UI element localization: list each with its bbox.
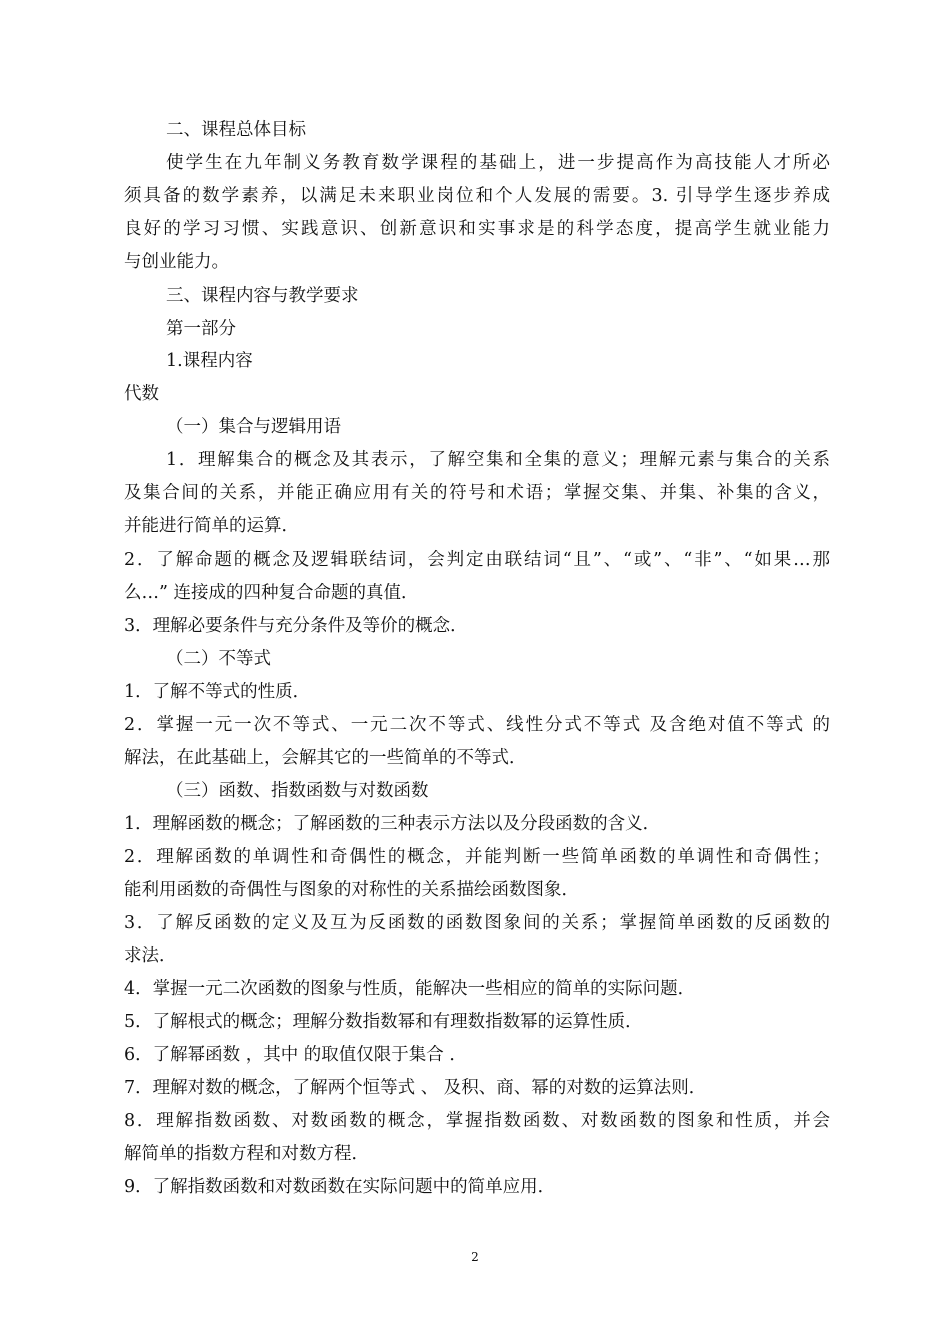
list-item: 7．理解对数的概念，了解两个恒等式 、 及积、商、幂的对数的运算法则．: [124, 1078, 707, 1098]
heading-sets-logic: （一）集合与逻辑用语: [166, 417, 341, 437]
paragraph-line: 须具备的数学素养，以满足未来职业岗位和个人发展的需要。3. 引导学生逐步养成: [124, 186, 830, 206]
list-item: 1．理解集合的概念及其表示，了解空集和全集的意义；理解元素与集合的关系: [166, 450, 830, 470]
paragraph-line: 与创业能力。: [124, 252, 229, 272]
heading-functions: （三）函数、指数函数与对数函数: [166, 781, 429, 801]
heading-content: 1.课程内容: [166, 351, 253, 371]
list-item: 并能进行简单的运算．: [124, 516, 299, 536]
list-item: 求法．: [124, 946, 177, 966]
list-item: 3．了解反函数的定义及互为反函数的函数图象间的关系；掌握简单函数的反函数的: [124, 913, 830, 933]
list-item: 3．理解必要条件与充分条件及等价的概念．: [124, 616, 468, 636]
list-item: 6．了解幂函数 ，其中 的取值仅限于集合 ．: [124, 1045, 467, 1065]
list-item: 9．了解指数函数和对数函数在实际问题中的简单应用．: [124, 1177, 556, 1197]
heading-part-one: 第一部分: [166, 319, 236, 339]
paragraph-line: 良好的学习习惯、实践意识、创新意识和实事求是的科学态度，提高学生就业能力: [124, 219, 830, 239]
heading-algebra: 代数: [124, 384, 159, 404]
list-item: 能利用函数的奇偶性与图象的对称性的关系描绘函数图象．: [124, 880, 579, 900]
list-item: 2．了解命题的概念及逻辑联结词，会判定由联结词“且”、“或”、“非”、“如果…那: [124, 550, 830, 570]
list-item: 及集合间的关系，并能正确应用有关的符号和术语；掌握交集、并集、补集的含义，: [124, 483, 830, 503]
list-item: 4．掌握一元二次函数的图象与性质，能解决一些相应的简单的实际问题．: [124, 979, 696, 999]
paragraph-line: 使学生在九年制义务教育数学课程的基础上，进一步提高作为高技能人才所必: [166, 153, 830, 173]
list-item: 么…” 连接成的四种复合命题的真值．: [124, 583, 419, 603]
heading-course-goals: 二、课程总体目标: [166, 120, 306, 140]
heading-course-content: 三、课程内容与教学要求: [166, 286, 359, 306]
list-item: 解简单的指数方程和对数方程．: [124, 1144, 369, 1164]
heading-inequalities: （二）不等式: [166, 649, 271, 669]
list-item: 2．掌握一元一次不等式、一元二次不等式、线性分式不等式 及含绝对值不等式 的: [124, 715, 830, 735]
list-item: 1．理解函数的概念；了解函数的三种表示方法以及分段函数的含义．: [124, 814, 661, 834]
page-number: 2: [471, 1250, 479, 1264]
list-item: 解法，在此基础上，会解其它的一些简单的不等式．: [124, 748, 527, 768]
list-item: 1．了解不等式的性质．: [124, 682, 311, 702]
list-item: 5．了解根式的概念；理解分数指数幂和有理数指数幂的运算性质．: [124, 1012, 643, 1032]
list-item: 8．理解指数函数、对数函数的概念，掌握指数函数、对数函数的图象和性质，并会: [124, 1111, 830, 1131]
list-item: 2．理解函数的单调性和奇偶性的概念，并能判断一些简单函数的单调性和奇偶性；: [124, 847, 830, 867]
